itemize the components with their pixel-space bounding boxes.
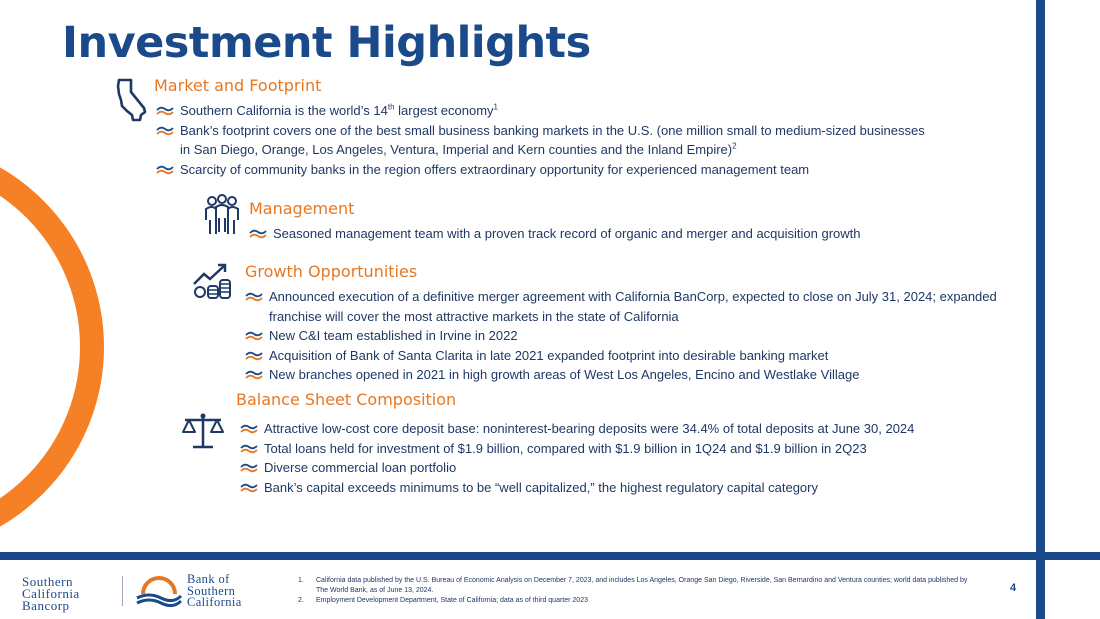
decorative-vertical-bar — [1036, 0, 1045, 619]
decorative-orange-arc — [0, 140, 104, 554]
section-growth — [245, 262, 1035, 385]
list-item: Announced execution of a definitive merger agreement with California BanCorp, expected to close on July 31, 2024; expanded franchise will cover the most attractive markets in the state of California — [245, 287, 1030, 326]
wave-bullet-icon — [245, 350, 263, 362]
list-item: Bank’s footprint covers one of the best small business banking markets in the U.S. (one million small to medium-sized businesses in San Diego, Orange, Los Angeles, Ventura, Imperial and Kern counties and the Inland Empire)$^2$ — [156, 121, 936, 160]
section-heading: Growth Opportunities — [245, 262, 418, 281]
section-market-footprint — [154, 76, 1034, 179]
section-heading: Market and Footprint — [154, 76, 322, 95]
footnotes — [298, 576, 968, 606]
growth-chart-coins-icon — [190, 262, 238, 305]
wave-bullet-icon — [245, 369, 263, 381]
list-item: Southern California is the world’s 14th largest economy$^1$ — [156, 101, 1034, 121]
list-item: Seasoned management team with a proven track record of organic and merger and acquisition growth — [249, 224, 1029, 244]
wave-bullet-icon — [156, 164, 174, 176]
list-item: Attractive low-cost core deposit base: noninterest-bearing deposits were 34.4% of total deposits at June 30, 2024 — [240, 419, 1026, 439]
wave-bullet-icon — [245, 330, 263, 342]
section-heading: Management — [249, 199, 355, 218]
page-number: 4 — [1010, 582, 1017, 594]
list-item: Diverse commercial loan portfolio — [240, 458, 1026, 478]
footnote: 2. Employment Development Department, State of California; data as of third quarter 2023 — [298, 597, 588, 604]
wave-bullet-icon — [245, 291, 263, 303]
page-title: Investment Highlights — [62, 18, 591, 68]
wave-bullet-icon — [240, 462, 258, 474]
management-team-icon — [204, 194, 240, 241]
southern-california-bancorp-logo: Southern California Bancorp — [22, 574, 80, 613]
wave-bullet-icon — [156, 125, 174, 137]
bank-of-southern-california-logo: Bank of Southern California — [135, 572, 183, 613]
section-management — [249, 199, 1029, 244]
decorative-footer-bar — [0, 552, 1100, 560]
balance-scale-icon — [180, 412, 226, 455]
section-balance-sheet — [236, 390, 1026, 497]
list-item: Scarcity of community banks in the region offers extraordinary opportunity for experienced management team — [156, 160, 1034, 180]
list-item: Bank’s capital exceeds minimums to be “well capitalized,” the highest regulatory capital category — [240, 478, 1026, 498]
footnote: 1. California data published by the U.S. Bureau of Economic Analysis on December 7, 2023, and includes Los Angeles, Orange San Diego, Riverside, San Bernardino and Ventura counties; world data published by The World Bank, as of June 13, 2024. — [298, 577, 968, 594]
wave-bullet-icon — [240, 443, 258, 455]
wave-bullet-icon — [156, 105, 174, 117]
california-map-icon — [116, 78, 150, 127]
wave-bullet-icon — [240, 423, 258, 435]
list-item: Total loans held for investment of $1.9 billion, compared with $1.9 billion in 1Q24 and $1.9 billion in 2Q23 — [240, 439, 1026, 459]
sun-wave-logo-icon — [135, 572, 183, 608]
logo-divider — [122, 576, 123, 606]
list-item: Acquisition of Bank of Santa Clarita in late 2021 expanded footprint into desirable banking market — [245, 346, 1035, 366]
list-item: New C&I team established in Irvine in 2022 — [245, 326, 1035, 346]
section-heading: Balance Sheet Composition — [236, 390, 457, 409]
wave-bullet-icon — [240, 482, 258, 494]
list-item: New branches opened in 2021 in high growth areas of West Los Angeles, Encino and Westlake Village — [245, 365, 1035, 385]
wave-bullet-icon — [249, 228, 267, 240]
